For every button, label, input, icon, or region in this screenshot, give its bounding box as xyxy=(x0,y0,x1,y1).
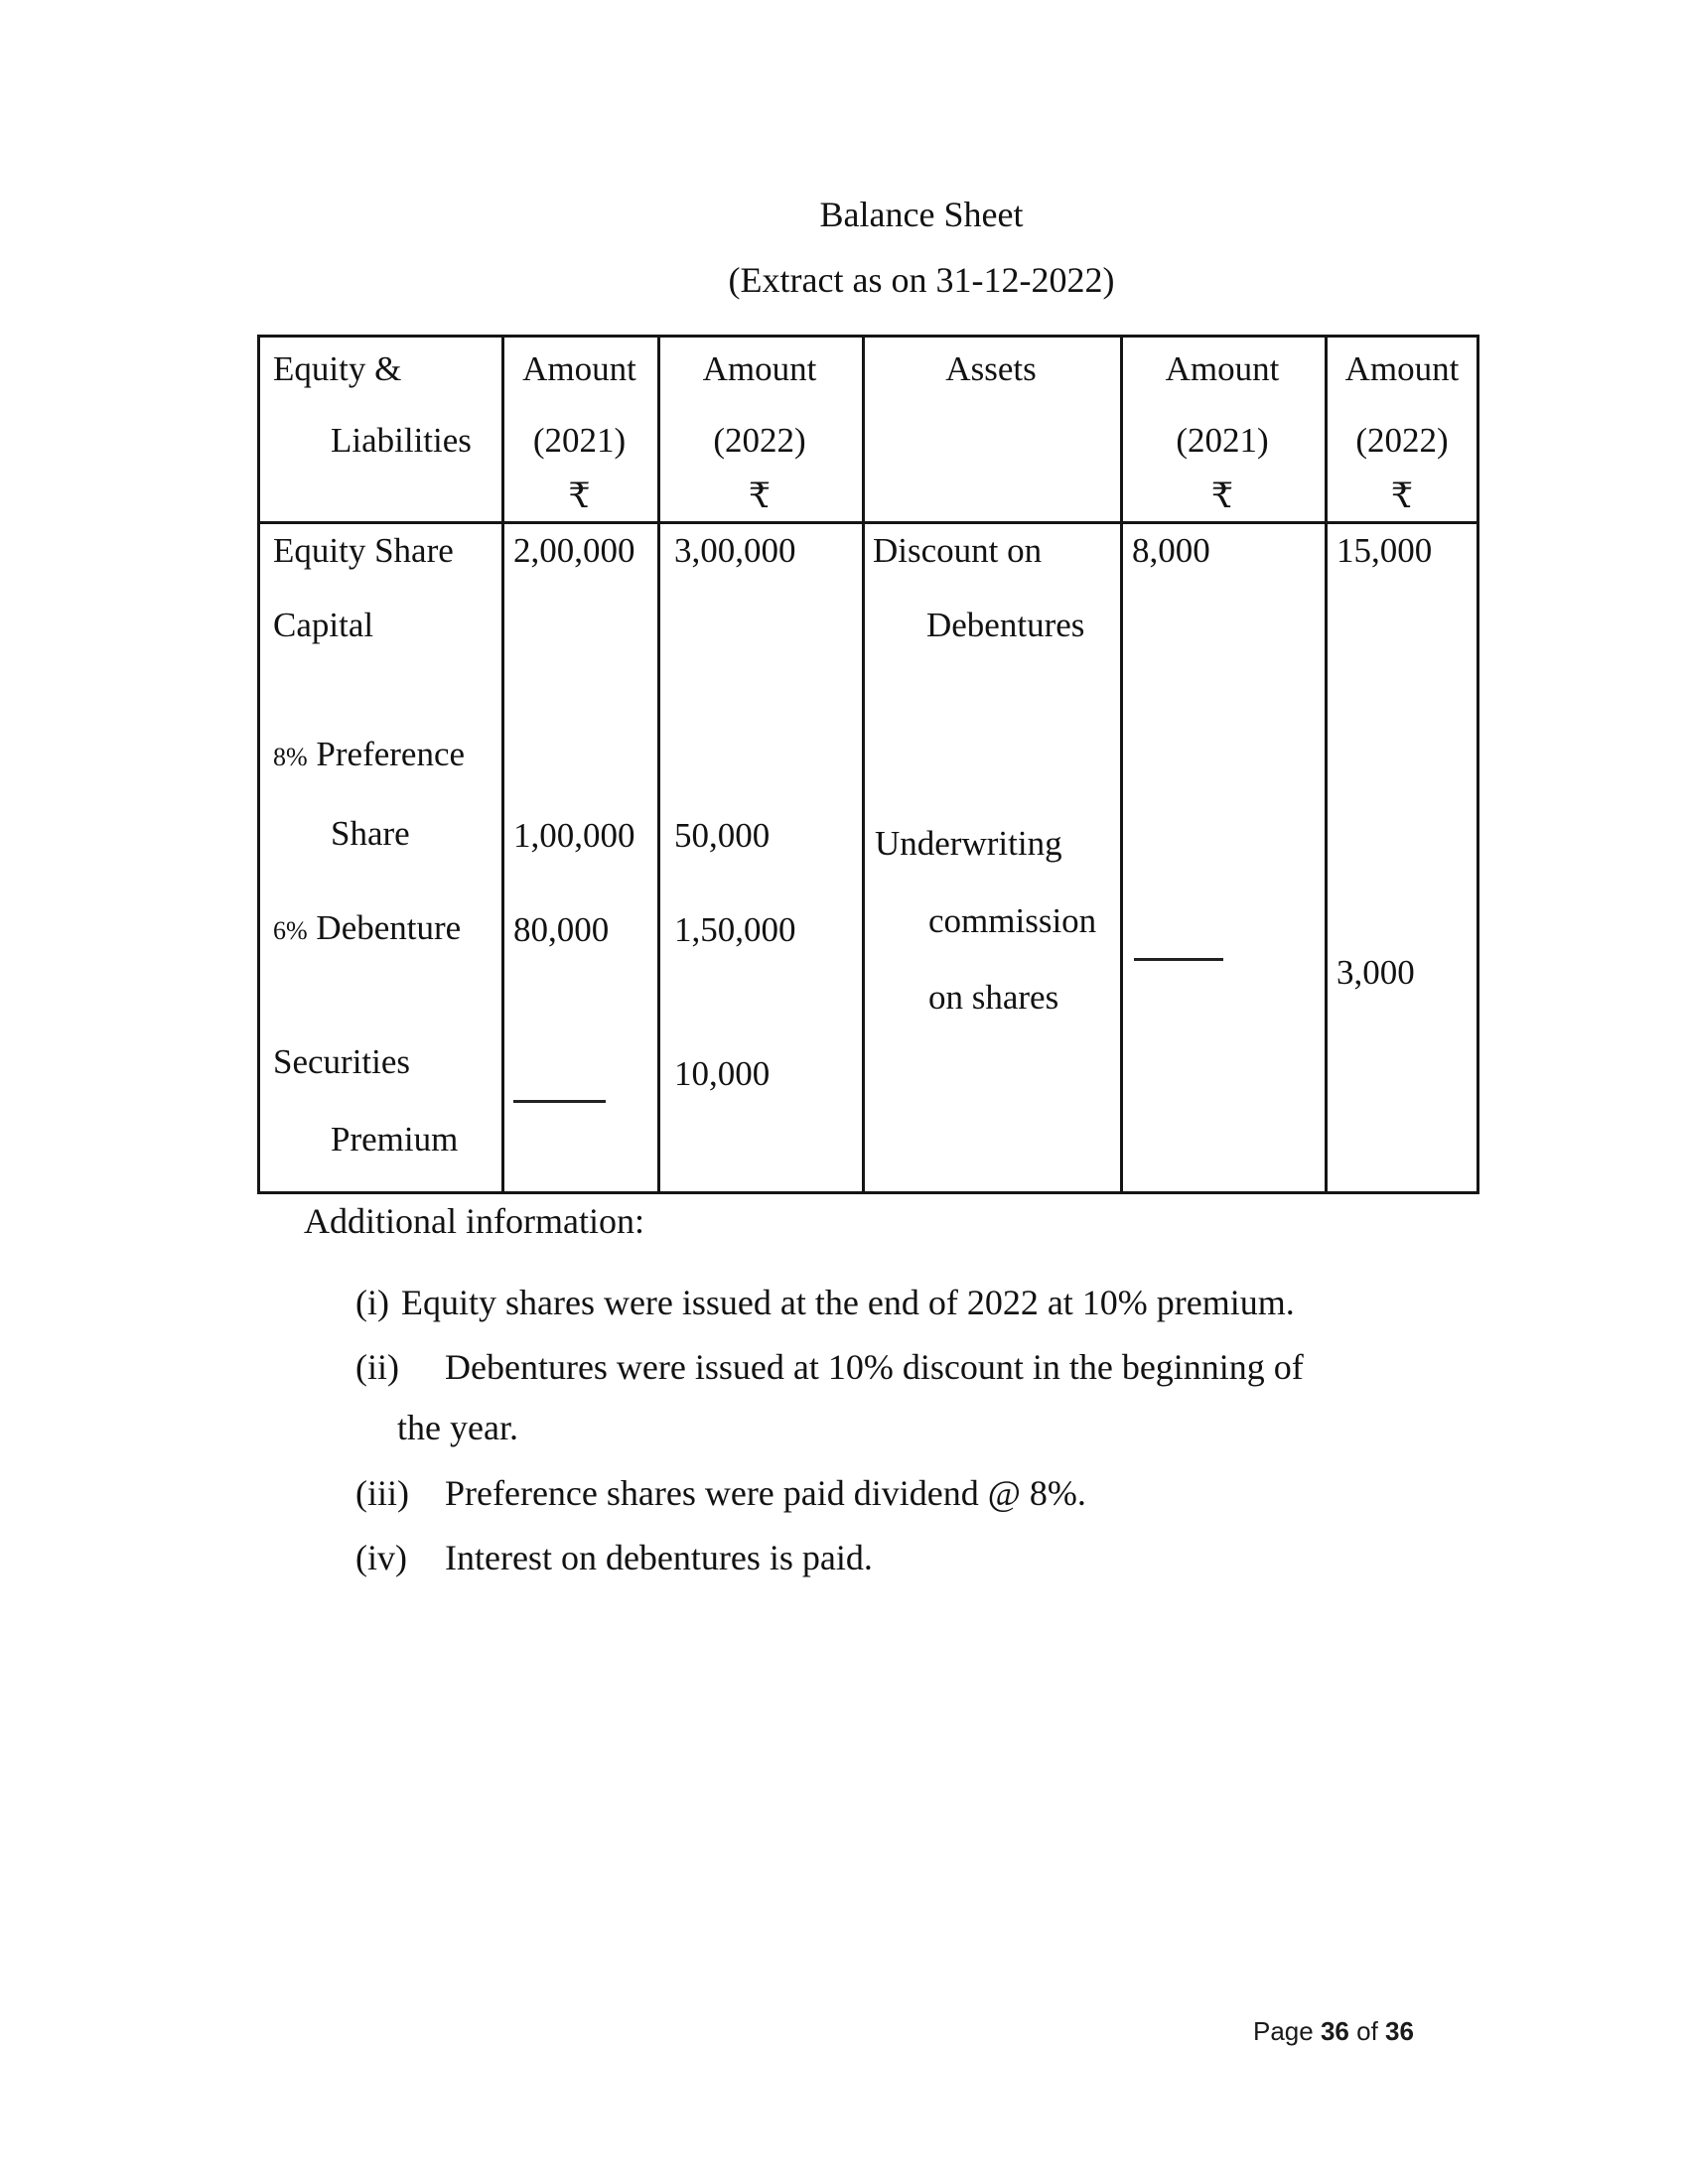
preference-share-amount-2022: 50,000 xyxy=(674,816,771,855)
row-discount-on-debentures-line2: Debentures xyxy=(926,606,1085,644)
discount-on-debentures-amount-2022: 15,000 xyxy=(1336,531,1433,570)
header-assets-label: Assets xyxy=(945,349,1037,388)
securities-premium-amount-2022: 10,000 xyxy=(674,1054,771,1093)
page-subtitle: (Extract as on 31-12-2022) xyxy=(728,260,1115,300)
row-underwriting-commission-line1: Underwriting xyxy=(875,824,1062,863)
row-preference-share-line1: 8% Preference xyxy=(273,735,466,773)
preference-share-amount-2021: 1,00,000 xyxy=(513,816,635,855)
rupee-symbol: ₹ xyxy=(1210,477,1234,515)
securities-premium-amount-2021-nil-dash xyxy=(513,1100,606,1103)
equity-share-capital-amount-2022: 3,00,000 xyxy=(674,531,796,570)
additional-info-item-3-marker: (iii) xyxy=(355,1473,409,1513)
header-liab-amount-2021-year: (2021) xyxy=(532,421,627,460)
header-asset-amount-2022-year: (2022) xyxy=(1355,421,1449,460)
row-underwriting-commission-line2: commission xyxy=(928,901,1097,940)
page-title: Balance Sheet xyxy=(819,195,1024,234)
row-equity-share-capital-line1: Equity Share xyxy=(273,531,454,570)
debenture-amount-2021: 80,000 xyxy=(513,910,610,949)
additional-info-item-4-text: Interest on debentures is paid. xyxy=(445,1538,873,1577)
discount-on-debentures-amount-2021: 8,000 xyxy=(1132,531,1210,570)
additional-info-item-1-text: Equity shares were issued at the end of 2022 at 10% premium. xyxy=(401,1283,1295,1322)
additional-info-item-4-marker: (iv) xyxy=(355,1538,407,1577)
footer-of-label: of xyxy=(1356,2016,1378,2046)
row-securities-premium-line2: Premium xyxy=(331,1120,459,1159)
underwriting-commission-amount-2021-nil-dash xyxy=(1134,958,1223,961)
debenture-amount-2022: 1,50,000 xyxy=(674,910,796,949)
row-debenture-line1: 6% Debenture xyxy=(273,908,462,947)
additional-info-item-2-continuation: the year. xyxy=(397,1408,518,1447)
footer-page-label: Page xyxy=(1253,2016,1314,2046)
additional-info-item-2-marker: (ii) xyxy=(355,1347,399,1387)
footer-page-number: 36 xyxy=(1320,2016,1349,2046)
additional-info-item-3-text: Preference shares were paid dividend @ 8%. xyxy=(445,1473,1086,1513)
rupee-symbol: ₹ xyxy=(1390,477,1414,515)
column-divider-2 xyxy=(657,338,660,1191)
row-preference-share-line2: Share xyxy=(331,814,410,853)
column-divider-5 xyxy=(1325,338,1328,1191)
equity-share-capital-amount-2021: 2,00,000 xyxy=(513,531,635,570)
row-equity-share-capital-line2: Capital xyxy=(273,606,374,644)
header-divider xyxy=(260,521,1477,524)
header-asset-amount-2022-label: Amount xyxy=(1344,349,1460,388)
row-discount-on-debentures-line1: Discount on xyxy=(873,531,1043,570)
footer-total-pages: 36 xyxy=(1385,2016,1414,2046)
header-asset-amount-2021-label: Amount xyxy=(1165,349,1280,388)
column-divider-1 xyxy=(501,338,504,1191)
rupee-symbol: ₹ xyxy=(568,477,591,515)
header-equity-liabilities-line1: Equity & xyxy=(273,349,402,388)
column-divider-4 xyxy=(1120,338,1123,1191)
header-liab-amount-2022-year: (2022) xyxy=(713,421,806,460)
rupee-symbol: ₹ xyxy=(748,477,772,515)
header-equity-liabilities-line2: Liabilities xyxy=(331,421,472,460)
underwriting-commission-amount-2022: 3,000 xyxy=(1336,953,1415,992)
header-liab-amount-2021-label: Amount xyxy=(522,349,636,388)
column-divider-3 xyxy=(862,338,865,1191)
page-number-footer xyxy=(1253,2017,1414,2047)
row-securities-premium-line1: Securities xyxy=(273,1042,411,1081)
header-liab-amount-2022-label: Amount xyxy=(702,349,817,388)
additional-info-heading: Additional information: xyxy=(304,1201,644,1241)
additional-info-item-1-marker: (i) xyxy=(355,1283,389,1322)
row-underwriting-commission-line3: on shares xyxy=(928,978,1059,1017)
header-asset-amount-2021-year: (2021) xyxy=(1176,421,1269,460)
additional-info-item-2-text: Debentures were issued at 10% discount in the beginning of xyxy=(445,1347,1304,1387)
